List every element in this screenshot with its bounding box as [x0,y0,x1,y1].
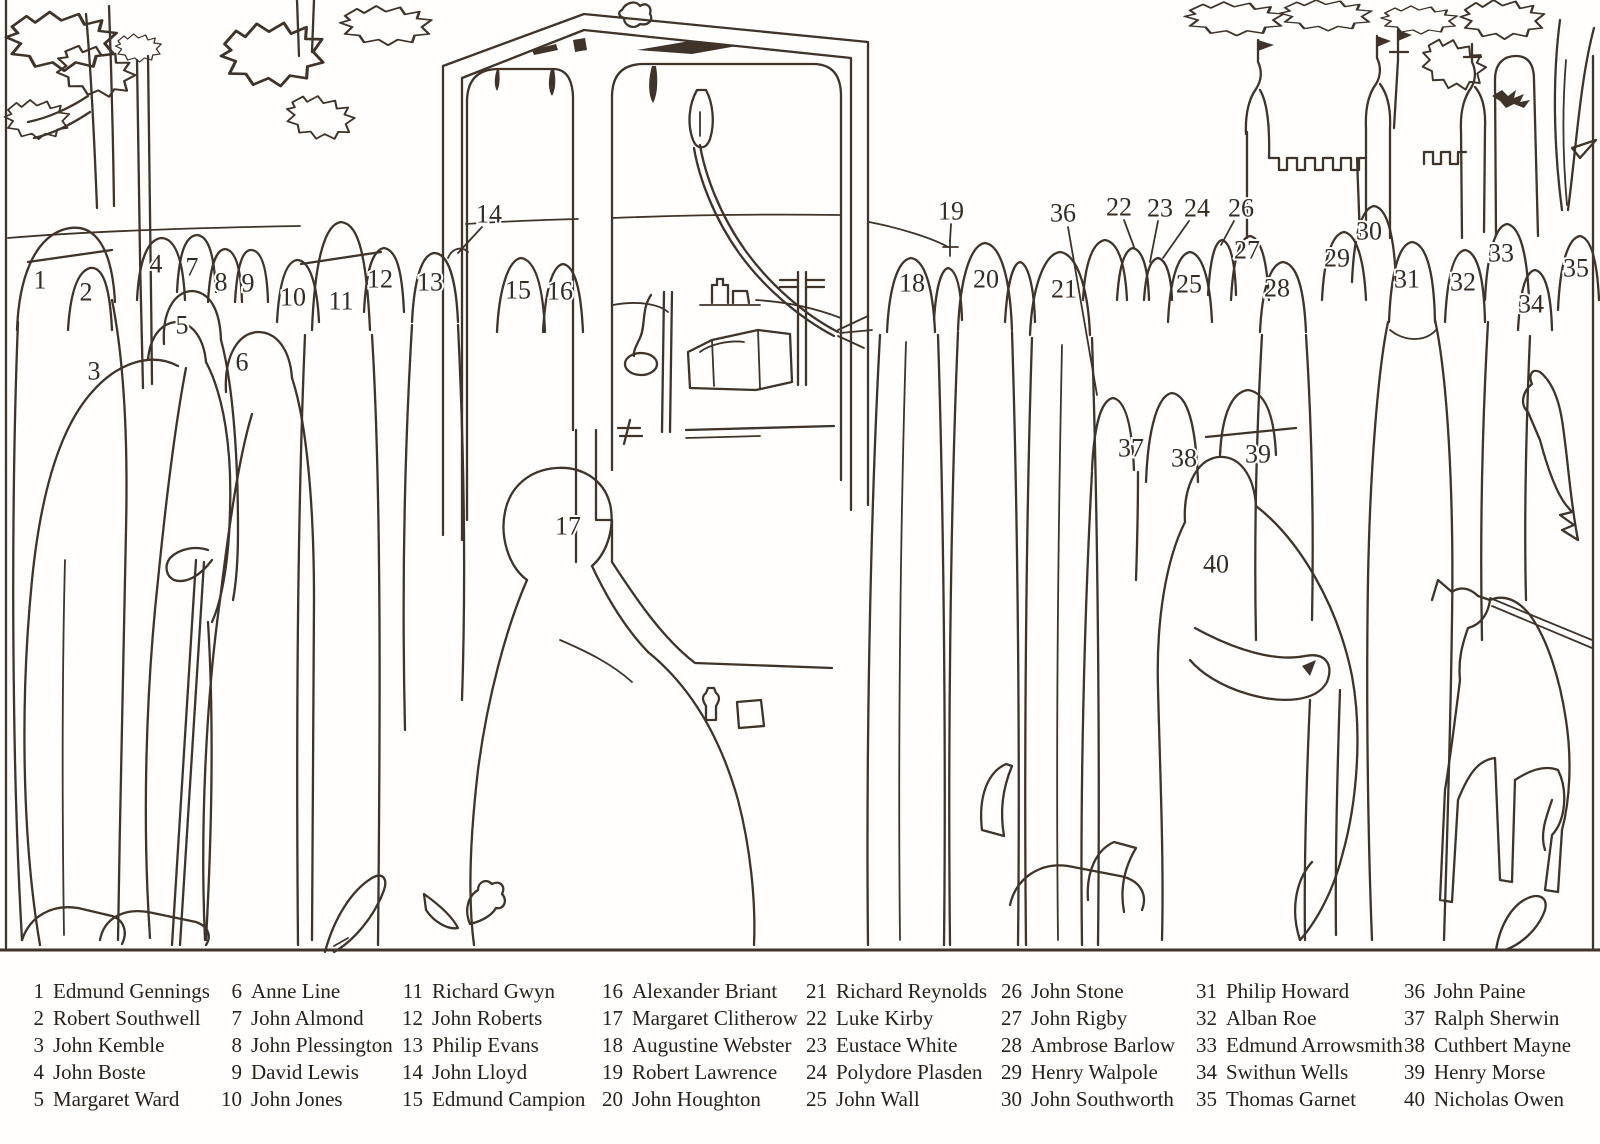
legend-entry [1391,1032,1571,1059]
legend-entry-name: Alban Roe [1226,1006,1317,1030]
dog [1432,580,1592,902]
legend-entry [988,1059,1175,1086]
legend-entry [1183,1005,1403,1032]
figure-number-label: 3 [87,356,101,386]
legend-entry [589,978,798,1005]
legend-entry-name: Ralph Sherwin [1434,1006,1560,1030]
figure-number-label: 32 [1450,267,1476,297]
legend-entry [389,1032,585,1059]
background-landscape [613,272,841,444]
legend-entry-number: 20 [602,1087,623,1111]
legend-entry-name: Luke Kirby [836,1006,934,1030]
legend-entry-name: John Jones [251,1087,343,1111]
legend-entry-number: 39 [1404,1060,1425,1084]
figure-number-label: 16 [547,276,573,306]
legend-entry-name: Philip Howard [1226,979,1350,1003]
legend-column [589,978,798,1113]
legend-entry-number: 26 [1001,979,1022,1003]
legend-entry [208,978,393,1005]
legend-entry [589,1005,798,1032]
legend-entry-name: Margaret Clitherow [632,1006,798,1030]
figure-number-label: 13 [417,267,443,297]
legend-entry-name: Thomas Garnet [1226,1087,1357,1111]
figure-number-label: 37 [1118,433,1144,463]
figure-number-label: 30 [1356,216,1382,246]
legend-entry-number: 10 [221,1087,242,1111]
legend-column [208,978,393,1113]
legend-entry-number: 29 [1001,1060,1022,1084]
legend-entry [208,1086,393,1113]
leader-line [1221,221,1234,245]
legend-entry-number: 23 [806,1033,827,1057]
legend-entry [208,1005,393,1032]
figure-number-label: 25 [1176,269,1202,299]
figure-number-label: 12 [367,264,393,294]
legend-entry [589,1059,798,1086]
legend-entry [988,978,1175,1005]
legend-entry [589,1086,798,1113]
legend-entry [208,1032,393,1059]
figure-number-label: 39 [1245,439,1271,469]
legend-entry-name: John Houghton [632,1087,761,1111]
legend-entry-number: 33 [1196,1033,1217,1057]
leader-line [1163,221,1189,258]
falcon [1523,371,1578,540]
legend-column [1183,978,1403,1113]
legend-entry-number: 9 [231,1060,242,1084]
figure-number-label: 38 [1171,443,1197,473]
legend-entry-number: 40 [1404,1087,1425,1111]
legend-entry-number: 3 [33,1033,44,1057]
ground-objects [325,688,1546,952]
leader-line [950,224,951,241]
figure-number-label: 2 [79,277,93,307]
legend-entry [1183,1086,1403,1113]
legend-entry-number: 38 [1404,1033,1425,1057]
figure-number-label: 33 [1488,238,1514,268]
legend-entry-number: 34 [1196,1060,1217,1084]
figure-number-label: 6 [235,347,249,377]
legend-entry-number: 15 [402,1087,423,1111]
legend-entry [793,1005,987,1032]
legend-entry-name: John Plessington [251,1033,393,1057]
legend-entry [1391,1086,1571,1113]
legend-entry [1391,1005,1571,1032]
legend-entry-number: 16 [602,979,623,1003]
figure-number-label: 24 [1184,193,1210,223]
legend-entry [10,1005,210,1032]
legend-entry-name: David Lewis [251,1060,359,1084]
legend-entry-number: 35 [1196,1087,1217,1111]
figure-number-label: 29 [1324,243,1350,273]
legend-entry-name: Robert Southwell [53,1006,201,1030]
figure-number-label: 17 [555,511,581,541]
legend-entry-number: 18 [602,1033,623,1057]
legend-entry-name: John Wall [836,1087,920,1111]
kneeling-man-figure [981,457,1357,940]
legend-entry-name: Margaret Ward [53,1087,180,1111]
legend-entry-name: Robert Lawrence [632,1060,778,1084]
legend-entry-name: Edmund Arrowsmith [1226,1033,1403,1057]
legend-entry-name: Polydore Plasden [836,1060,983,1084]
legend-entry-name: John Roberts [432,1006,543,1030]
legend-entry-name: Alexander Briant [632,979,778,1003]
figure-number-label: 1 [33,265,47,295]
figure-number-label: 27 [1234,235,1260,265]
legend-entry-name: Swithun Wells [1226,1060,1349,1084]
legend-entry-name: Anne Line [251,979,341,1003]
legend-entry-name: Cuthbert Mayne [1434,1033,1572,1057]
legend-entry [1183,1032,1403,1059]
legend-entry-name: Richard Reynolds [836,979,988,1003]
legend-entry [1391,1059,1571,1086]
figure-number-label: 35 [1563,253,1589,283]
legend-entry-name: John Almond [251,1006,364,1030]
legend-entry-name: John Boste [53,1060,146,1084]
legend-entry [389,1059,585,1086]
legend-entry-number: 28 [1001,1033,1022,1057]
legend-entry-number: 19 [602,1060,623,1084]
figure-number-label: 5 [175,310,189,340]
legend-entry [793,1086,987,1113]
legend-entry [1183,1059,1403,1086]
figure-number-label: 20 [973,264,999,294]
legend-entry-name: John Kemble [53,1033,165,1057]
legend-entry-number: 5 [33,1087,44,1111]
legend-entry-number: 6 [231,979,242,1003]
legend-entry-number: 27 [1001,1006,1022,1030]
figure-number-label: 36 [1050,198,1076,228]
legend-entry [1391,978,1571,1005]
legend-entry [389,1005,585,1032]
legend-entry-name: Ambrose Barlow [1031,1033,1176,1057]
legend-entry-name: Edmund Gennings [53,979,210,1003]
figure-number-label: 23 [1147,193,1173,223]
legend-entry [793,1032,987,1059]
legend-entry-number: 14 [402,1060,423,1084]
figure-number-label: 26 [1228,193,1254,223]
figure-number-label: 40 [1203,549,1229,579]
legend-entry-number: 32 [1196,1006,1217,1030]
legend-entry-number: 25 [806,1087,827,1111]
figure-number-label: 4 [149,249,163,279]
legend-entry [10,1032,210,1059]
legend-entry-number: 13 [402,1033,423,1057]
legend-entry-name: John Southworth [1031,1087,1174,1111]
legend-entry-name: Edmund Campion [432,1087,586,1111]
legend-entry-name: Nicholas Owen [1434,1087,1565,1111]
figure-number-label: 8 [214,267,228,297]
figure-number-label: 9 [241,268,255,298]
hanging-rope [690,90,872,348]
legend-entry-number: 30 [1001,1087,1022,1111]
legend-entry [389,978,585,1005]
legend-entry [389,1086,585,1113]
legend-entry-name: Eustace White [836,1033,958,1057]
legend-entry-number: 22 [806,1006,827,1030]
legend-entry-name: John Rigby [1031,1006,1128,1030]
legend-entry [208,1059,393,1086]
legend-column [1391,978,1571,1113]
legend-entry [793,978,987,1005]
legend [0,962,1600,1144]
legend-entry-name: John Paine [1434,979,1526,1003]
tower-of-london [1246,30,1538,238]
legend-entry-number: 2 [33,1006,44,1030]
figure-number-label: 28 [1264,273,1290,303]
leader-line [1124,220,1134,247]
figure-number-label: 22 [1106,192,1132,222]
figure-number-label: 31 [1394,264,1420,294]
legend-entry [10,1086,210,1113]
legend-entry-name: Augustine Webster [632,1033,792,1057]
legend-entry-number: 8 [231,1033,242,1057]
legend-column [793,978,987,1113]
figure-number-label: 19 [938,196,964,226]
legend-entry-name: Henry Walpole [1031,1060,1158,1084]
legend-entry-number: 24 [806,1060,827,1084]
legend-entry-number: 37 [1404,1006,1425,1030]
legend-entry-name: Philip Evans [432,1033,539,1057]
figure-number-label: 10 [280,282,306,312]
legend-entry-number: 4 [33,1060,44,1084]
figure-number-label: 34 [1518,289,1544,319]
legend-entry [1183,978,1403,1005]
legend-entry-name: Henry Morse [1434,1060,1546,1084]
legend-entry [10,1059,210,1086]
legend-entry-number: 11 [402,979,423,1003]
figure-number-label: 18 [899,268,925,298]
legend-entry-number: 12 [402,1006,423,1030]
legend-entry-name: Richard Gwyn [432,979,556,1003]
legend-entry [988,1086,1175,1113]
legend-entry [10,978,210,1005]
legend-entry-name: John Stone [1031,979,1124,1003]
figure-number-label: 7 [185,252,199,282]
figure-number-label: 14 [476,199,502,229]
legend-column [389,978,585,1113]
legend-entry [589,1032,798,1059]
legend-entry-number: 21 [806,979,827,1003]
legend-entry-number: 1 [33,979,44,1003]
figure-number-label: 15 [505,275,531,305]
legend-entry-number: 31 [1196,979,1217,1003]
legend-entry [988,1005,1175,1032]
legend-entry [793,1059,987,1086]
legend-entry-name: John Lloyd [432,1060,528,1084]
legend-entry-number: 7 [231,1006,242,1030]
gallows [443,3,868,668]
figure-number-label: 11 [328,286,354,316]
legend-entry-number: 17 [602,1006,623,1030]
figure-number-label: 21 [1051,274,1077,304]
legend-entry-number: 36 [1404,979,1425,1003]
legend-column [988,978,1175,1113]
legend-column [10,978,210,1113]
legend-entry [988,1032,1175,1059]
leader-line [1150,221,1158,262]
